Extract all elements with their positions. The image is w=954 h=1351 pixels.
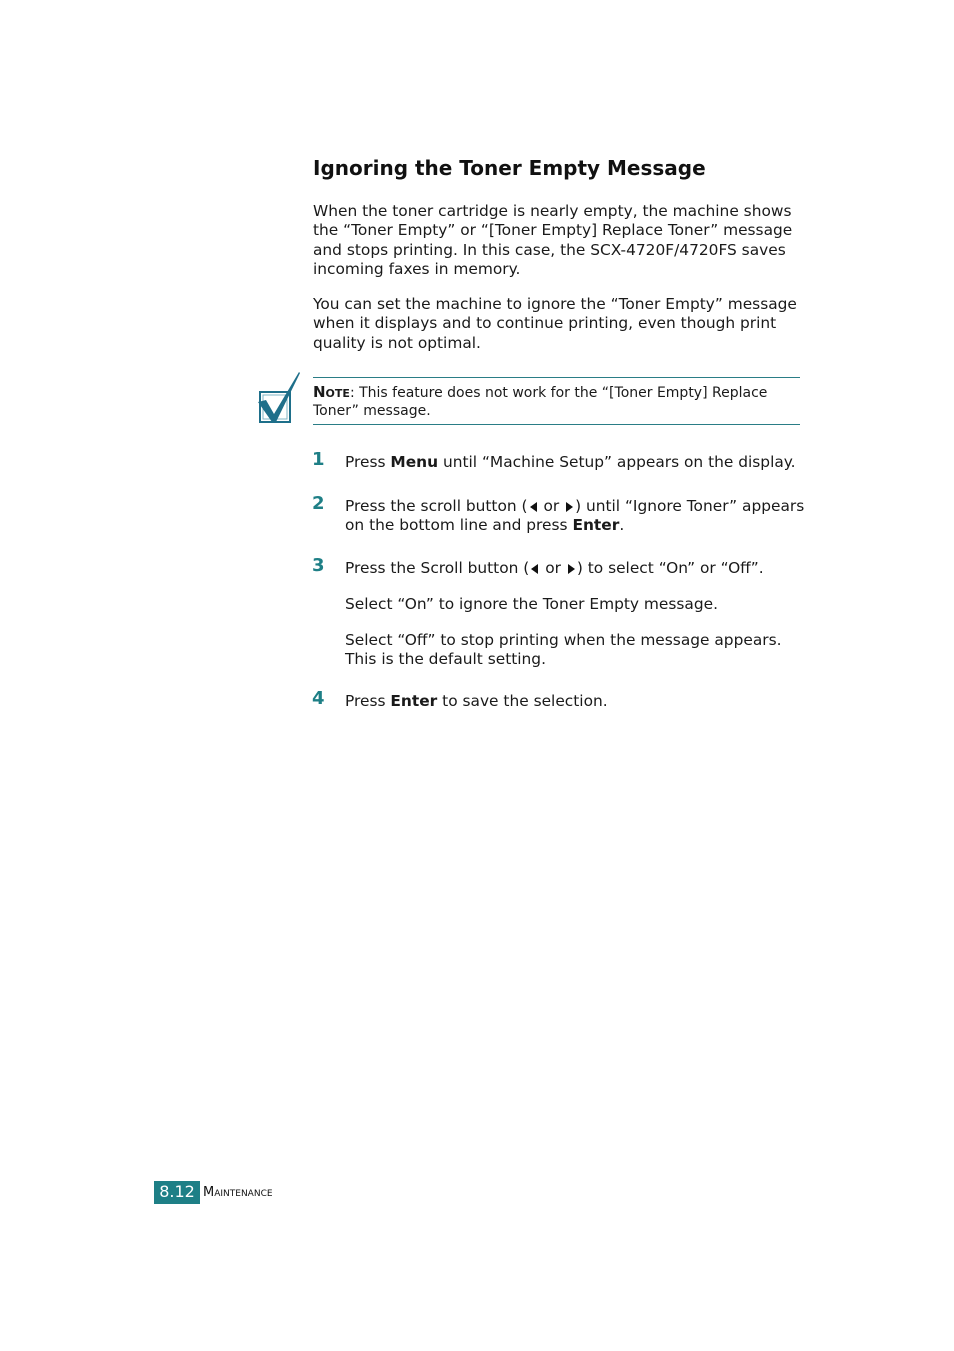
- section-heading: Ignoring the Toner Empty Message: [313, 156, 706, 180]
- scroll-right-icon: [568, 564, 575, 574]
- step-text-part: Press: [345, 692, 391, 710]
- step-text-part: or: [538, 497, 565, 515]
- step-number: 4: [312, 688, 325, 709]
- step-text-part: until “Machine Setup” appears on the display.: [438, 453, 796, 471]
- note-label: Note: [313, 383, 350, 401]
- scroll-left-icon: [531, 564, 538, 574]
- step-text-part: Press the scroll button (: [345, 497, 528, 515]
- enter-key: Enter: [390, 692, 438, 710]
- step-text: [345, 559, 805, 578]
- ignore-paragraph: You can set the machine to ignore the “Toner Empty” message when it displays and to continue printing, even though print quality is not optimal.: [313, 295, 797, 352]
- intro-paragraph: When the toner cartridge is nearly empty, the machine shows the “Toner Empty” or “[Toner Empty] Replace Toner” message and stops printing. In this case, the SCX-4720F/4720FS saves incoming faxes in memory.: [313, 202, 793, 278]
- step-text-part: or: [540, 559, 566, 577]
- menu-key: Menu: [390, 453, 439, 471]
- step-text: [345, 692, 805, 711]
- note-box: [313, 377, 800, 425]
- step-text-part: ) to select “On” or “Off”.: [576, 559, 764, 577]
- step-subtext: Select “On” to ignore the Toner Empty message.: [345, 595, 718, 613]
- step-number: 2: [312, 493, 325, 514]
- note-text: [313, 383, 800, 420]
- note-body: : This feature does not work for the “[Toner Empty] Replace Toner” message.: [313, 385, 768, 419]
- step-text-part: .: [619, 516, 625, 535]
- step-subtext: Select “Off” to stop printing when the message appears. This is the default setting.: [345, 631, 782, 669]
- step-number: 3: [312, 555, 325, 576]
- scroll-right-icon: [566, 502, 573, 512]
- scroll-left-icon: [530, 502, 537, 512]
- step-text: [345, 453, 805, 472]
- checkmark-note-icon: [256, 370, 302, 426]
- step-number: 1: [312, 449, 325, 470]
- step-text-part: ) until “Ignore Toner” appears on the bottom line and press: [345, 497, 805, 535]
- enter-key: Enter: [572, 516, 620, 535]
- step-text-part: Press the Scroll button (: [345, 559, 530, 577]
- page-number: 8.12: [154, 1181, 200, 1204]
- step-text-part: to save the selection.: [437, 692, 608, 710]
- step-text: [345, 497, 805, 536]
- step-text-part: Press: [345, 453, 391, 471]
- footer-section-title: Maintenance: [203, 1185, 273, 1200]
